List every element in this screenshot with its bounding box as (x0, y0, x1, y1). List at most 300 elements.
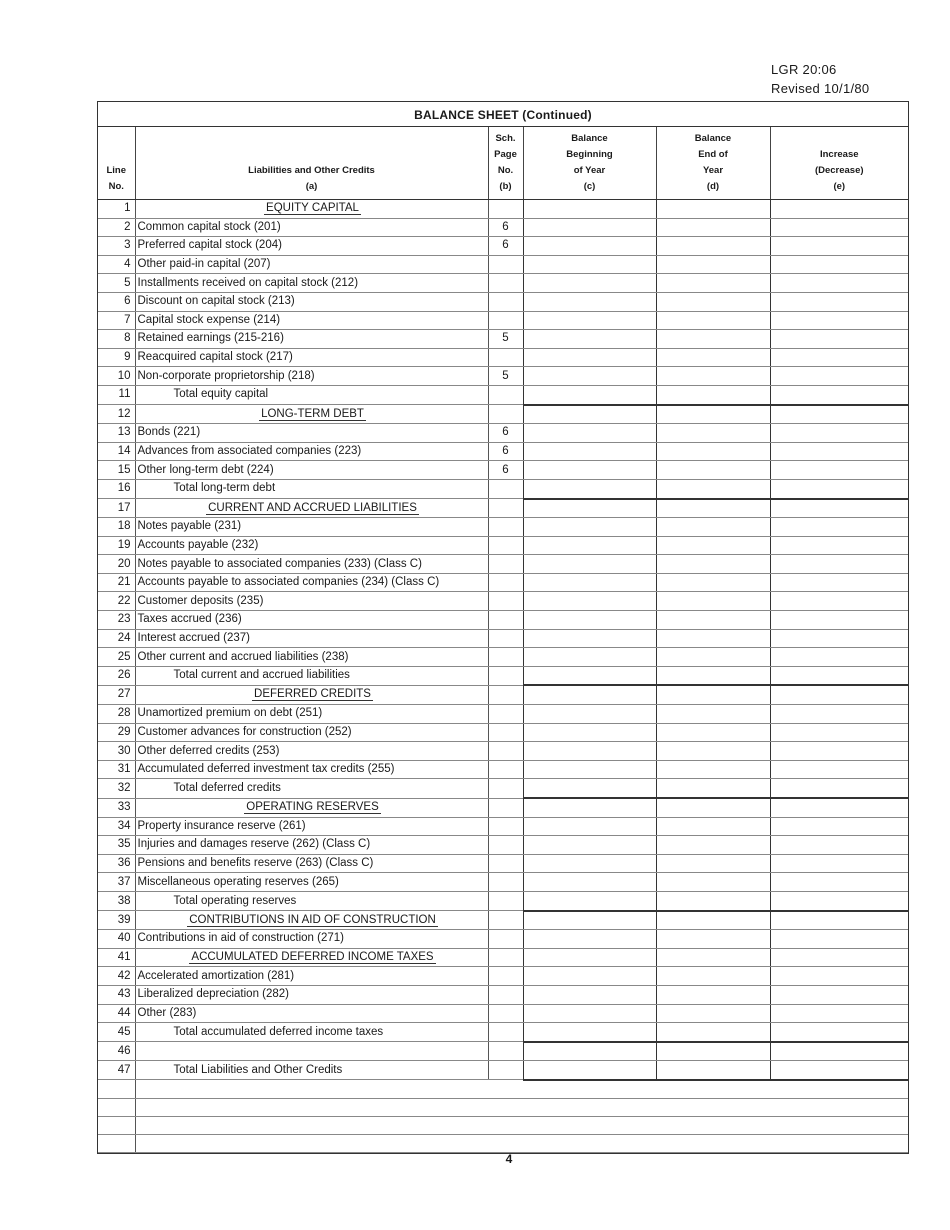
balance-beginning-cell[interactable] (523, 442, 656, 461)
line-number: 4 (98, 255, 135, 274)
balance-end-cell[interactable] (656, 648, 770, 667)
total-label: Total current and accrued liabilities (135, 666, 488, 685)
balance-beginning-cell[interactable] (523, 760, 656, 779)
balance-beginning-cell[interactable] (523, 385, 656, 404)
balance-beginning-cell[interactable] (523, 817, 656, 836)
balance-end-cell[interactable] (656, 592, 770, 611)
schedule-page-cell (488, 891, 523, 910)
table-row (98, 1004, 908, 1023)
balance-beginning-cell[interactable] (523, 948, 656, 967)
blank-line-number (98, 1116, 135, 1134)
increase-decrease-cell[interactable] (770, 274, 908, 293)
table-row (98, 218, 908, 237)
balance-beginning-cell[interactable] (523, 798, 656, 817)
increase-decrease-cell[interactable] (770, 1061, 908, 1080)
increase-decrease-cell[interactable] (770, 854, 908, 873)
account-label: Injuries and damages reserve (262) (Class C) (135, 836, 488, 855)
section-heading-text: DEFERRED CREDITS (254, 688, 371, 701)
increase-decrease-cell[interactable] (770, 685, 908, 704)
table-row (98, 854, 908, 873)
increase-decrease-cell[interactable] (770, 798, 908, 817)
balance-end-cell[interactable] (656, 948, 770, 967)
line-number: 6 (98, 292, 135, 311)
balance-end-cell[interactable] (656, 666, 770, 685)
section-heading (135, 405, 488, 424)
balance-beginning-cell[interactable] (523, 873, 656, 892)
line-number: 35 (98, 836, 135, 855)
increase-decrease-cell[interactable] (770, 292, 908, 311)
schedule-page-cell (488, 573, 523, 592)
form-code: LGR 20:06 (771, 62, 837, 77)
schedule-page-cell (488, 629, 523, 648)
form-reference (771, 60, 869, 98)
increase-decrease-cell[interactable] (770, 442, 908, 461)
schedule-page-cell (488, 255, 523, 274)
line-number: 19 (98, 536, 135, 555)
schedule-page-cell (488, 348, 523, 367)
increase-decrease-cell[interactable] (770, 536, 908, 555)
header-balance-end: Balance End of Year (d) (656, 127, 770, 200)
balance-beginning-cell[interactable] (523, 518, 656, 537)
increase-decrease-cell[interactable] (770, 479, 908, 498)
balance-end-cell[interactable] (656, 348, 770, 367)
balance-beginning-cell[interactable] (523, 573, 656, 592)
line-number: 9 (98, 348, 135, 367)
balance-end-cell[interactable] (656, 405, 770, 424)
schedule-page-cell (488, 685, 523, 704)
balance-end-cell[interactable] (656, 1042, 770, 1061)
table-row (98, 817, 908, 836)
header-liabilities: Liabilities and Other Credits (a) (135, 127, 488, 200)
balance-end-cell[interactable] (656, 798, 770, 817)
schedule-page-cell (488, 873, 523, 892)
balance-end-cell[interactable] (656, 292, 770, 311)
account-label: Customer advances for construction (252) (135, 723, 488, 742)
account-label: Discount on capital stock (213) (135, 292, 488, 311)
blank-line-number (98, 1134, 135, 1152)
table-row (98, 479, 908, 498)
schedule-page-cell: 6 (488, 218, 523, 237)
line-number: 21 (98, 573, 135, 592)
section-heading-text: ACCUMULATED DEFERRED INCOME TAXES (191, 951, 434, 964)
total-label: Total deferred credits (135, 779, 488, 798)
account-label: Liberalized depreciation (282) (135, 985, 488, 1004)
schedule-page-cell (488, 1042, 523, 1061)
line-number: 22 (98, 592, 135, 611)
account-label: Customer deposits (235) (135, 592, 488, 611)
increase-decrease-cell[interactable] (770, 499, 908, 518)
schedule-page-cell (488, 854, 523, 873)
line-number: 18 (98, 518, 135, 537)
schedule-page-cell: 6 (488, 461, 523, 480)
increase-decrease-cell[interactable] (770, 930, 908, 949)
balance-end-cell[interactable] (656, 1061, 770, 1080)
line-number: 20 (98, 555, 135, 574)
blank-entry[interactable] (135, 1080, 908, 1099)
blank-entry[interactable] (135, 1134, 908, 1152)
balance-sheet (97, 101, 909, 1154)
account-label: Other long-term debt (224) (135, 461, 488, 480)
balance-end-cell[interactable] (656, 255, 770, 274)
schedule-page-cell (488, 1023, 523, 1042)
line-number: 11 (98, 385, 135, 404)
increase-decrease-cell[interactable] (770, 911, 908, 930)
balance-end-cell[interactable] (656, 836, 770, 855)
balance-end-cell[interactable] (656, 611, 770, 630)
increase-decrease-cell[interactable] (770, 985, 908, 1004)
line-number: 8 (98, 330, 135, 349)
line-number: 25 (98, 648, 135, 667)
table-body (98, 200, 908, 1153)
balance-end-cell[interactable] (656, 385, 770, 404)
increase-decrease-cell[interactable] (770, 666, 908, 685)
balance-end-cell[interactable] (656, 555, 770, 574)
balance-end-cell[interactable] (656, 873, 770, 892)
increase-decrease-cell[interactable] (770, 967, 908, 986)
account-label: Accounts payable to associated companies (234) (Class C) (135, 573, 488, 592)
account-label: Other current and accrued liabilities (238) (135, 648, 488, 667)
increase-decrease-cell[interactable] (770, 367, 908, 386)
increase-decrease-cell[interactable] (770, 948, 908, 967)
table-row (98, 666, 908, 685)
section-heading-text: OPERATING RESERVES (246, 801, 379, 814)
increase-decrease-cell[interactable] (770, 723, 908, 742)
balance-beginning-cell[interactable] (523, 629, 656, 648)
account-label: Non-corporate proprietorship (218) (135, 367, 488, 386)
line-number: 5 (98, 274, 135, 293)
balance-end-cell[interactable] (656, 985, 770, 1004)
section-heading (135, 911, 488, 930)
schedule-page-cell (488, 723, 523, 742)
balance-beginning-cell[interactable] (523, 367, 656, 386)
balance-beginning-cell[interactable] (523, 255, 656, 274)
balance-beginning-cell[interactable] (523, 723, 656, 742)
balance-end-cell[interactable] (656, 218, 770, 237)
table-row (98, 742, 908, 761)
balance-end-cell[interactable] (656, 573, 770, 592)
balance-end-cell[interactable] (656, 891, 770, 910)
line-number: 41 (98, 948, 135, 967)
line-number: 31 (98, 760, 135, 779)
line-number: 36 (98, 854, 135, 873)
balance-beginning-cell[interactable] (523, 405, 656, 424)
increase-decrease-cell[interactable] (770, 629, 908, 648)
table-row (98, 798, 908, 817)
line-number: 42 (98, 967, 135, 986)
account-label: Other (283) (135, 1004, 488, 1023)
table-row (98, 274, 908, 293)
table-row (98, 461, 908, 480)
balance-beginning-cell[interactable] (523, 666, 656, 685)
balance-beginning-cell[interactable] (523, 479, 656, 498)
balance-end-cell[interactable] (656, 723, 770, 742)
balance-end-cell[interactable] (656, 518, 770, 537)
account-label: Accelerated amortization (281) (135, 967, 488, 986)
schedule-page-cell (488, 798, 523, 817)
balance-beginning-cell[interactable] (523, 200, 656, 219)
balance-beginning-cell[interactable] (523, 218, 656, 237)
increase-decrease-cell[interactable] (770, 518, 908, 537)
balance-beginning-cell[interactable] (523, 330, 656, 349)
account-label: Unamortized premium on debt (251) (135, 705, 488, 724)
increase-decrease-cell[interactable] (770, 592, 908, 611)
balance-end-cell[interactable] (656, 930, 770, 949)
balance-beginning-cell[interactable] (523, 1023, 656, 1042)
balance-beginning-cell[interactable] (523, 461, 656, 480)
schedule-page-cell (488, 911, 523, 930)
balance-end-cell[interactable] (656, 424, 770, 443)
balance-end-cell[interactable] (656, 817, 770, 836)
balance-beginning-cell[interactable] (523, 499, 656, 518)
table-row (98, 385, 908, 404)
balance-end-cell[interactable] (656, 330, 770, 349)
balance-beginning-cell[interactable] (523, 1004, 656, 1023)
section-heading (135, 499, 488, 518)
balance-end-cell[interactable] (656, 1023, 770, 1042)
table-row (98, 555, 908, 574)
line-number: 43 (98, 985, 135, 1004)
balance-beginning-cell[interactable] (523, 836, 656, 855)
blank-line-number (98, 1098, 135, 1116)
increase-decrease-cell[interactable] (770, 311, 908, 330)
line-number: 12 (98, 405, 135, 424)
balance-end-cell[interactable] (656, 854, 770, 873)
balance-beginning-cell[interactable] (523, 967, 656, 986)
schedule-page-cell (488, 705, 523, 724)
blank-entry[interactable] (135, 1098, 908, 1116)
increase-decrease-cell[interactable] (770, 891, 908, 910)
form-revision-date: Revised 10/1/80 (771, 81, 870, 96)
increase-decrease-cell[interactable] (770, 424, 908, 443)
balance-end-cell[interactable] (656, 742, 770, 761)
schedule-page-cell (488, 536, 523, 555)
schedule-page-cell (488, 499, 523, 518)
increase-decrease-cell[interactable] (770, 742, 908, 761)
increase-decrease-cell[interactable] (770, 385, 908, 404)
account-label: Notes payable to associated companies (233) (Class C) (135, 555, 488, 574)
increase-decrease-cell[interactable] (770, 348, 908, 367)
balance-beginning-cell[interactable] (523, 779, 656, 798)
balance-end-cell[interactable] (656, 760, 770, 779)
increase-decrease-cell[interactable] (770, 218, 908, 237)
line-number: 38 (98, 891, 135, 910)
line-number: 45 (98, 1023, 135, 1042)
schedule-page-cell (488, 405, 523, 424)
line-number: 7 (98, 311, 135, 330)
schedule-page-cell (488, 930, 523, 949)
balance-end-cell[interactable] (656, 461, 770, 480)
line-number: 32 (98, 779, 135, 798)
balance-beginning-cell[interactable] (523, 1042, 656, 1061)
balance-end-cell[interactable] (656, 1004, 770, 1023)
increase-decrease-cell[interactable] (770, 760, 908, 779)
balance-beginning-cell[interactable] (523, 854, 656, 873)
line-number: 14 (98, 442, 135, 461)
account-label: Interest accrued (237) (135, 629, 488, 648)
balance-beginning-cell[interactable] (523, 742, 656, 761)
header-increase-decrease: Increase (Decrease) (e) (770, 127, 908, 200)
balance-beginning-cell[interactable] (523, 424, 656, 443)
balance-beginning-cell[interactable] (523, 891, 656, 910)
schedule-page-cell (488, 385, 523, 404)
total-label: Total Liabilities and Other Credits (135, 1061, 488, 1080)
balance-end-cell[interactable] (656, 200, 770, 219)
account-label: Other deferred credits (253) (135, 742, 488, 761)
schedule-page-cell (488, 836, 523, 855)
balance-beginning-cell[interactable] (523, 592, 656, 611)
increase-decrease-cell[interactable] (770, 461, 908, 480)
balance-end-cell[interactable] (656, 274, 770, 293)
balance-beginning-cell[interactable] (523, 911, 656, 930)
schedule-page-cell (488, 666, 523, 685)
balance-end-cell[interactable] (656, 685, 770, 704)
schedule-page-cell: 6 (488, 442, 523, 461)
balance-end-cell[interactable] (656, 499, 770, 518)
line-number: 3 (98, 237, 135, 256)
increase-decrease-cell[interactable] (770, 405, 908, 424)
table-row (98, 1042, 908, 1061)
schedule-page-cell (488, 817, 523, 836)
line-number: 24 (98, 629, 135, 648)
account-label: Advances from associated companies (223) (135, 442, 488, 461)
table-row (98, 1061, 908, 1080)
header-balance-beginning: Balance Beginning of Year (c) (523, 127, 656, 200)
table-row (98, 367, 908, 386)
increase-decrease-cell[interactable] (770, 330, 908, 349)
schedule-page-cell (488, 779, 523, 798)
account-label: Preferred capital stock (204) (135, 237, 488, 256)
total-label: Total long-term debt (135, 479, 488, 498)
line-number: 40 (98, 930, 135, 949)
total-label: Total equity capital (135, 385, 488, 404)
increase-decrease-cell[interactable] (770, 779, 908, 798)
balance-beginning-cell[interactable] (523, 311, 656, 330)
section-heading (135, 948, 488, 967)
balance-end-cell[interactable] (656, 536, 770, 555)
balance-end-cell[interactable] (656, 237, 770, 256)
schedule-page-cell (488, 760, 523, 779)
increase-decrease-cell[interactable] (770, 573, 908, 592)
balance-beginning-cell[interactable] (523, 274, 656, 293)
increase-decrease-cell[interactable] (770, 817, 908, 836)
increase-decrease-cell[interactable] (770, 705, 908, 724)
increase-decrease-cell[interactable] (770, 1042, 908, 1061)
table-row (98, 705, 908, 724)
blank-row (98, 1134, 908, 1152)
line-number: 16 (98, 479, 135, 498)
schedule-page-cell (488, 611, 523, 630)
account-label: Reacquired capital stock (217) (135, 348, 488, 367)
increase-decrease-cell[interactable] (770, 836, 908, 855)
balance-beginning-cell[interactable] (523, 292, 656, 311)
table-row (98, 873, 908, 892)
increase-decrease-cell[interactable] (770, 1004, 908, 1023)
account-label: Taxes accrued (236) (135, 611, 488, 630)
line-number: 13 (98, 424, 135, 443)
balance-beginning-cell[interactable] (523, 930, 656, 949)
increase-decrease-cell[interactable] (770, 873, 908, 892)
account-label: Retained earnings (215-216) (135, 330, 488, 349)
line-number: 2 (98, 218, 135, 237)
account-label: Capital stock expense (214) (135, 311, 488, 330)
line-number: 44 (98, 1004, 135, 1023)
balance-beginning-cell[interactable] (523, 536, 656, 555)
schedule-page-cell (488, 200, 523, 219)
increase-decrease-cell[interactable] (770, 611, 908, 630)
line-number: 39 (98, 911, 135, 930)
table-row (98, 985, 908, 1004)
header-line-no: Line No. (98, 127, 135, 200)
balance-end-cell[interactable] (656, 442, 770, 461)
balance-end-cell[interactable] (656, 367, 770, 386)
section-heading (135, 685, 488, 704)
increase-decrease-cell[interactable] (770, 555, 908, 574)
balance-beginning-cell[interactable] (523, 348, 656, 367)
account-label: Contributions in aid of construction (271) (135, 930, 488, 949)
balance-beginning-cell[interactable] (523, 611, 656, 630)
balance-beginning-cell[interactable] (523, 685, 656, 704)
increase-decrease-cell[interactable] (770, 237, 908, 256)
schedule-page-cell: 6 (488, 237, 523, 256)
account-label: Installments received on capital stock (212) (135, 274, 488, 293)
table-row (98, 592, 908, 611)
sheet-title: BALANCE SHEET (Continued) (98, 101, 908, 127)
blank-row (98, 1080, 908, 1099)
blank-entry[interactable] (135, 1116, 908, 1134)
increase-decrease-cell[interactable] (770, 648, 908, 667)
balance-beginning-cell[interactable] (523, 985, 656, 1004)
balance-end-cell[interactable] (656, 705, 770, 724)
schedule-page-cell (488, 648, 523, 667)
increase-decrease-cell[interactable] (770, 255, 908, 274)
increase-decrease-cell[interactable] (770, 1023, 908, 1042)
table-row (98, 760, 908, 779)
schedule-page-cell (488, 742, 523, 761)
line-number: 15 (98, 461, 135, 480)
line-number: 46 (98, 1042, 135, 1061)
account-label: Common capital stock (201) (135, 218, 488, 237)
balance-beginning-cell[interactable] (523, 237, 656, 256)
balance-end-cell[interactable] (656, 629, 770, 648)
balance-beginning-cell[interactable] (523, 705, 656, 724)
balance-end-cell[interactable] (656, 311, 770, 330)
balance-beginning-cell[interactable] (523, 555, 656, 574)
balance-beginning-cell[interactable] (523, 1061, 656, 1080)
balance-end-cell[interactable] (656, 911, 770, 930)
line-number: 10 (98, 367, 135, 386)
line-number: 37 (98, 873, 135, 892)
table-row (98, 836, 908, 855)
balance-beginning-cell[interactable] (523, 648, 656, 667)
balance-end-cell[interactable] (656, 967, 770, 986)
increase-decrease-cell[interactable] (770, 200, 908, 219)
balance-end-cell[interactable] (656, 479, 770, 498)
section-heading-text: EQUITY CAPITAL (266, 202, 359, 215)
total-label: Total accumulated deferred income taxes (135, 1023, 488, 1042)
account-label: Pensions and benefits reserve (263) (Class C) (135, 854, 488, 873)
account-label: Miscellaneous operating reserves (265) (135, 873, 488, 892)
table-row (98, 948, 908, 967)
table-row (98, 723, 908, 742)
balance-end-cell[interactable] (656, 779, 770, 798)
header-row (98, 127, 908, 200)
schedule-page-cell (488, 967, 523, 986)
account-label: Notes payable (231) (135, 518, 488, 537)
header-schedule-page: Sch. Page No. (b) (488, 127, 523, 200)
schedule-page-cell (488, 948, 523, 967)
table-row (98, 255, 908, 274)
schedule-page-cell: 6 (488, 424, 523, 443)
